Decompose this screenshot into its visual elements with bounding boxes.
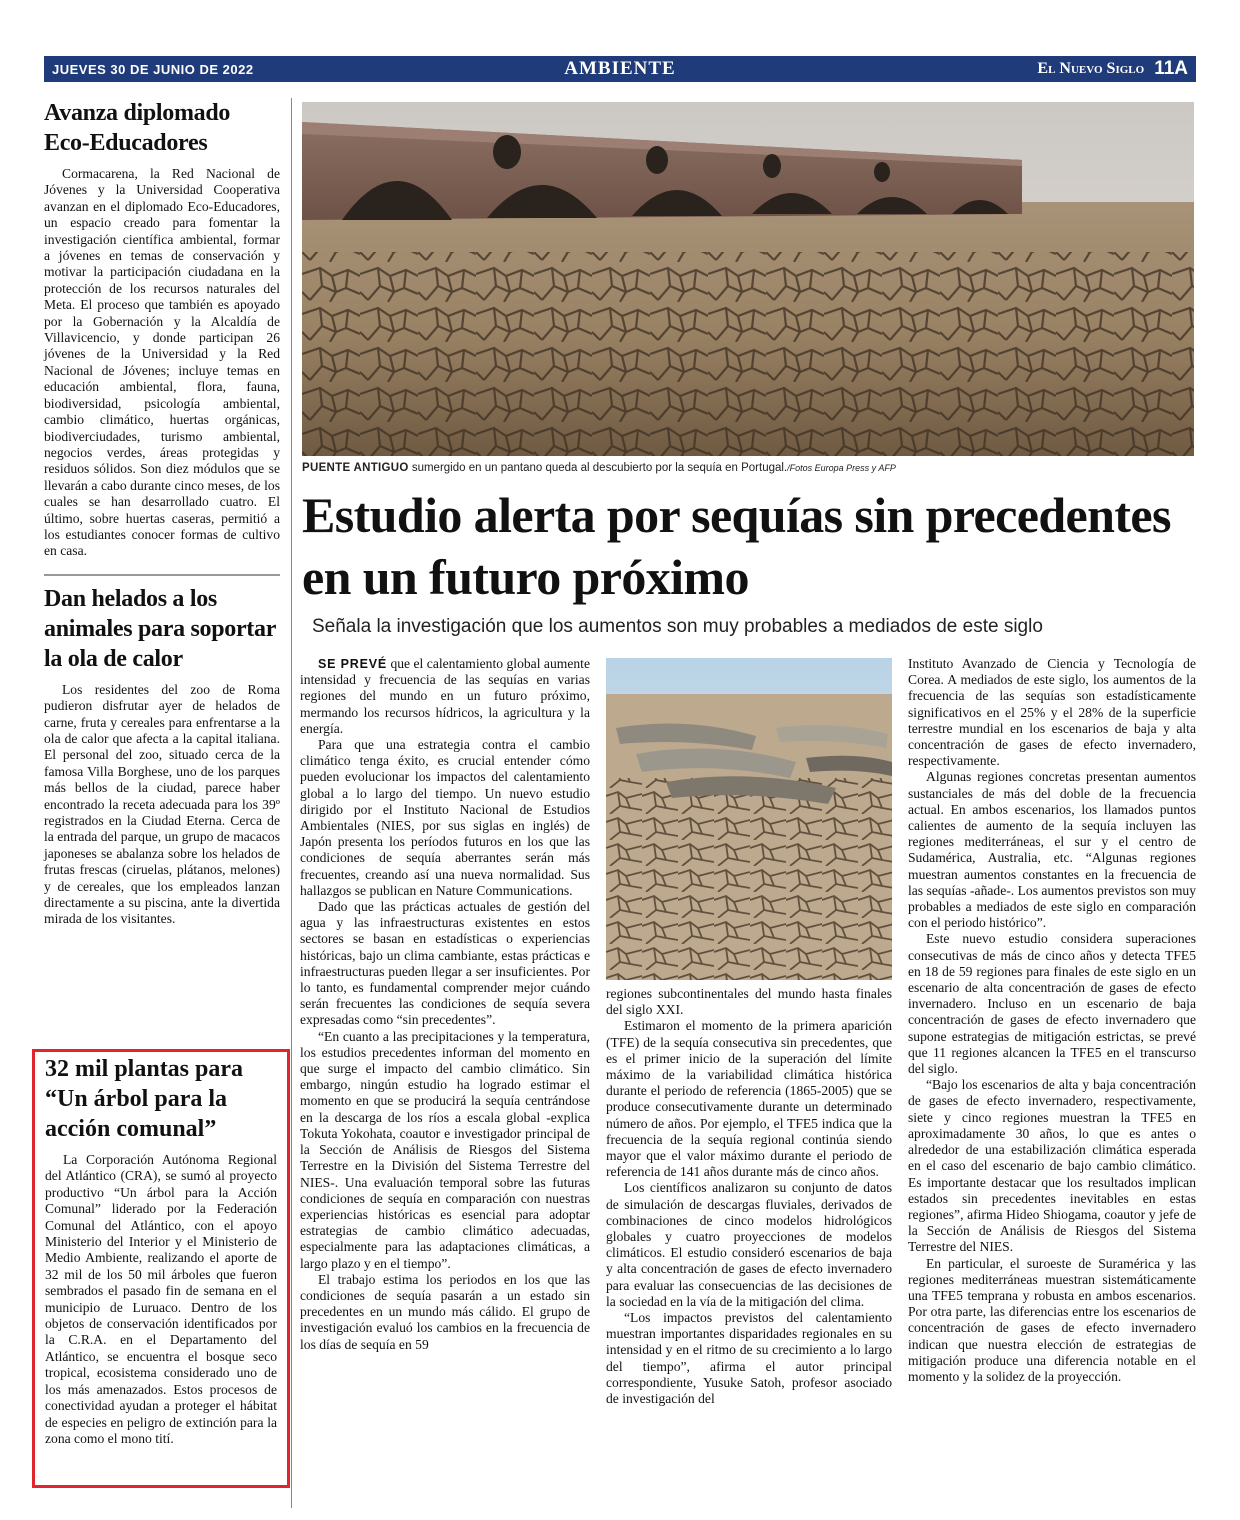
newspaper-name: El Nuevo Siglo <box>1037 60 1145 77</box>
paragraph: El trabajo estima los periodos en los que las condiciones de sequía pasarán a un estado sin precedentes en un mundo más cálido. El grupo de investigación evaluó los cambios en la frecuencia de los días de sequía en 59 <box>300 1271 590 1352</box>
paragraph: SE PREVÉ que el calentamiento global aumente intensidad y frecuencia de las sequías en varias regiones del mundo en un futuro próximo, mermando los recursos hídricos, la agricultura y la energía. <box>300 656 590 736</box>
brief-title: Avanza diplomado Eco-Educadores <box>44 100 231 156</box>
paragraph: “Los impactos previstos del calentamiento muestran importantes disparidades regionales en su intensidad y en el ritmo de su crecimiento a lo largo del tiempo”, afirma el autor principal correspondiente, Yusuke Satoh, profesor asociado de investigación del <box>606 1310 892 1407</box>
brief-body: Los residentes del zoo de Roma pudieron disfrutar ayer de helados de carne, fruta y cereales para enfrentarse a la ola de calor que afecta a la capital italiana. El personal del zoo, situado cerca de la famosa Villa Borghese, uno de los parques más bellos de la ciudad, parece haber encontrado la receta adecuada para los 39º registrados en la Ciudad Eterna. Cerca de la entrada del parque, un grupo de macacos japoneses se abalanza sobre los helados de frutas frescas (ciruelas, plátanos, melones) y de cereales, que los empleados lanzan directamente a su piscina, ante la divertida mirada de los visitantes. <box>44 681 280 927</box>
paragraph: Instituto Avanzado de Ciencia y Tecnología de Corea. A mediados de este siglo, los aumentos de la frecuencia de las sequías son estadísticamente significativos en el 25% y el 28% de la superficie terrestre mundial en los escenarios de baja y alta concentración de gases de efecto invernadero, respectivamente. <box>908 656 1196 769</box>
photo-boats-dry-lake <box>606 658 892 980</box>
paragraph: “En cuanto a las precipitaciones y la temperatura, los estudios precedentes informan del momento en que surge el impacto del cambio climático. Sin embargo, ningún estudio ha logrado estimar el momento en que se producirá la sequía centrándose en la descarga de los ríos a escala global -explica Tokuta Yokohata, coautor e investigador principal de la Sección de Análisis de Riesgos del Sistema Terrestre en la División del Sistema Terrestre del NIES-. Una evaluación temporal sobre las futuras condiciones de sequía en comparación con nuestras experiencias históricas es esencial para adoptar estrategias de cambio climático adecuadas, especialmente para las adaptaciones climáticas, a largo plazo y en el tiempo”. <box>300 1028 590 1271</box>
column-divider <box>291 98 292 1508</box>
page-header <box>44 56 1196 82</box>
paragraph: Algunas regiones concretas presentan aumentos sustanciales de más del doble de la frecuencia actual. En ambos escenarios, los llamados puntos calientes de aumento de la sequía incluyen las regiones mediterráneas, el sur y el centro de Sudamérica, Australia, etc. “Algunas regiones muestran aumentos constantes en la frecuencia de las sequías -añade-. Los aumentos previstos son muy probables a mediados de este siglo en comparación con el periodo histórico”. <box>908 769 1196 931</box>
brief-body: Cormacarena, la Red Nacional de Jóvenes y la Universidad Cooperativa avanzan en el diplomado Eco-Educadores, un espacio creado para fomentar la investigación científica ambiental, formar a jóvenes en temas de conservación y motivar la participación ciudadana en la protección de los recursos naturales del Meta. El proceso que también es apoyado por la Gobernación y la Alcaldía de Villavicencio, y donde participan 26 jóvenes de la Universidad y la Red Nacional de Jóvenes; incluye temas en educación ambiental, flora, fauna, biodiversidad, psicología ambiental, cambio climático, huertas orgánicas, biodiverciudades, turismo ambiental, negocios verdes, áreas protegidas y residuos sólidos. Son diez módulos que se llevarán a cabo durante cinco meses, de los cuales se han desarrollado cuatro. El último, sobre huertas caseras, permitió a los estudiantes conocer formas de cultivo en casa. <box>44 166 280 559</box>
main-headline: Estudio alerta por sequías sin precedentes en un futuro próximo <box>302 487 1171 605</box>
paragraph: Para que una estrategia contra el cambio climático tenga éxito, es crucial entender cómo pueden evolucionar los impactos del calentamiento global a lo largo del tiempo. Un nuevo estudio dirigido por el Instituto Nacional de Estudios Ambientales (NIES, por sus siglas en inglés) de Japón presenta los períodos futuros en los que las condiciones de sequía aberrantes serán más frecuentes, creando así una nueva normalidad. Sus hallazgos se publican en Nature Communications. <box>300 737 590 898</box>
paragraph: “Bajo los escenarios de alta y baja concentración de gases de efecto invernadero, respectivamente, siete y cinco regiones muestran la TFE5 en aproximadamente 30 años, lo que es antes o alrededor de una estabilización climática esperada en el caso del escenario de bajo cambio climático. Es importante destacar que los resultados implican estados sin precedentes inevitables en estas regiones”, afirma Hideo Shiogama, coautor y jefe de la Sección de Análisis de Riesgos del Sistema Terrestre del NIES. <box>908 1077 1196 1255</box>
left-column <box>44 98 280 928</box>
article-column-3 <box>908 656 1196 1385</box>
paragraph: Estimaron el momento de la primera aparición (TFE) de la sequía consecutiva sin precedentes, que es el primer inicio de la superación del límite máximo de la variabilidad climática histórica durante el periodo de referencia (1865-2005) que se produce consecutivamente durante un determinado número de años. Por ejemplo, el TFE5 indica que la frecuencia de la sequía regional continúa siendo mayor que el valor máximo durante el periodo de referencia de 141 años durante más de cinco años. <box>606 1018 892 1180</box>
deck-subheadline: Señala la investigación que los aumentos son muy probables a mediados de este siglo <box>312 616 1043 637</box>
issue-date: JUEVES 30 DE JUNIO DE 2022 <box>52 61 254 77</box>
photo-credit: /Fotos Europa Press y AFP <box>787 463 896 473</box>
brief-title: Dan helados a los animales para soportar la ola de calor <box>44 585 276 672</box>
paragraph: Los científicos analizaron su conjunto de datos de simulación de descargas fluviales, derivados de combinaciones de cinco modelos hidrológicos globales y cuatro proyecciones de modelos climáticos. El estudio consideró escenarios de baja y alta concentración de gases de efecto invernadero para evaluar las consecuencias de las decisiones de la sociedad en la vía de la mitigación del clima. <box>606 1180 892 1309</box>
caption-text: sumergido en un pantano queda al descubierto por la sequía en Portugal. <box>408 462 788 474</box>
section-title: AMBIENTE <box>564 58 676 79</box>
lead-in: SE PREVÉ <box>318 657 387 671</box>
article-column-1 <box>300 656 590 1353</box>
brief-eco-educadores <box>44 98 280 560</box>
page-number: 11A <box>1154 58 1188 79</box>
paragraph: Dado que las prácticas actuales de gestión del agua y las infraestructuras existentes en estos sectores se basan en estadísticas o experiencias históricas, bajo un clima cambiante, estas prácticas e infraestructuras pueden llegar a ser insuficientes. Por lo tanto, es fundamental comprender mejor cuándo serán frecuentes las condiciones de sequía severa expresadas como “sin precedentes”. <box>300 899 590 1028</box>
photo-caption <box>302 462 1194 474</box>
divider <box>44 574 280 576</box>
paragraph: En particular, el suroeste de Suramérica y las regiones mediterráneas muestran sistemáticamente una TFE5 temprana y robusta en ambos escenarios. Por otra parte, las diferencias entre los escenarios de concentración de gases de efecto invernadero indican que nuestra elección de estrategias de mitigación produce una diferencia notable en el momento y la solidez de la proyección. <box>908 1255 1196 1384</box>
header-right <box>1037 58 1188 80</box>
photo-dry-reservoir-bridge <box>302 102 1194 456</box>
brief-title: 32 mil plantas para “Un árbol para la acción comunal” <box>45 1056 244 1142</box>
article-column-2 <box>606 986 892 1407</box>
brief-helados <box>44 584 280 928</box>
caption-lead: PUENTE ANTIGUO <box>302 462 409 474</box>
brief-body: La Corporación Autónoma Regional del Atlántico (CRA), se sumó al proyecto productivo “Un árbol para la Acción Comunal” liderado por la Federación Comunal del Atlántico, con el apoyo Ministerio del Interior y el Ministerio de Medio Ambiente, realizando el aporte de 32 mil de los 50 mil árboles que fueron sembrados el pasado fin de semana en el municipio de Luruaco. Dentro de los objetos de conservación identificados por la C.R.A. en el Departamento del Atlántico, se encuentra el bosque seco tropical, ecosistema considerado uno de los más amenazados. Estos procesos de conectividad ayudan a proteger el hábitat de especies en peligro de extinción para la zona como el mono tití. <box>45 1152 277 1446</box>
brief-arbol-accion-comunal <box>32 1049 290 1488</box>
paragraph: Este nuevo estudio considera superaciones consecutivas de más de cinco años y detecta TFE5 en 18 de 59 regiones para finales de este siglo en un escenario de alta concentración de gases de efecto invernadero. Incluso en un escenario de baja concentración de gases de efecto invernadero que supone estrategias de mitigación estrictas, se prevé que 11 regiones alcancen la TFE5 en el transcurso del siglo. <box>908 931 1196 1077</box>
paragraph: regiones subcontinentales del mundo hasta finales del siglo XXI. <box>606 986 892 1018</box>
